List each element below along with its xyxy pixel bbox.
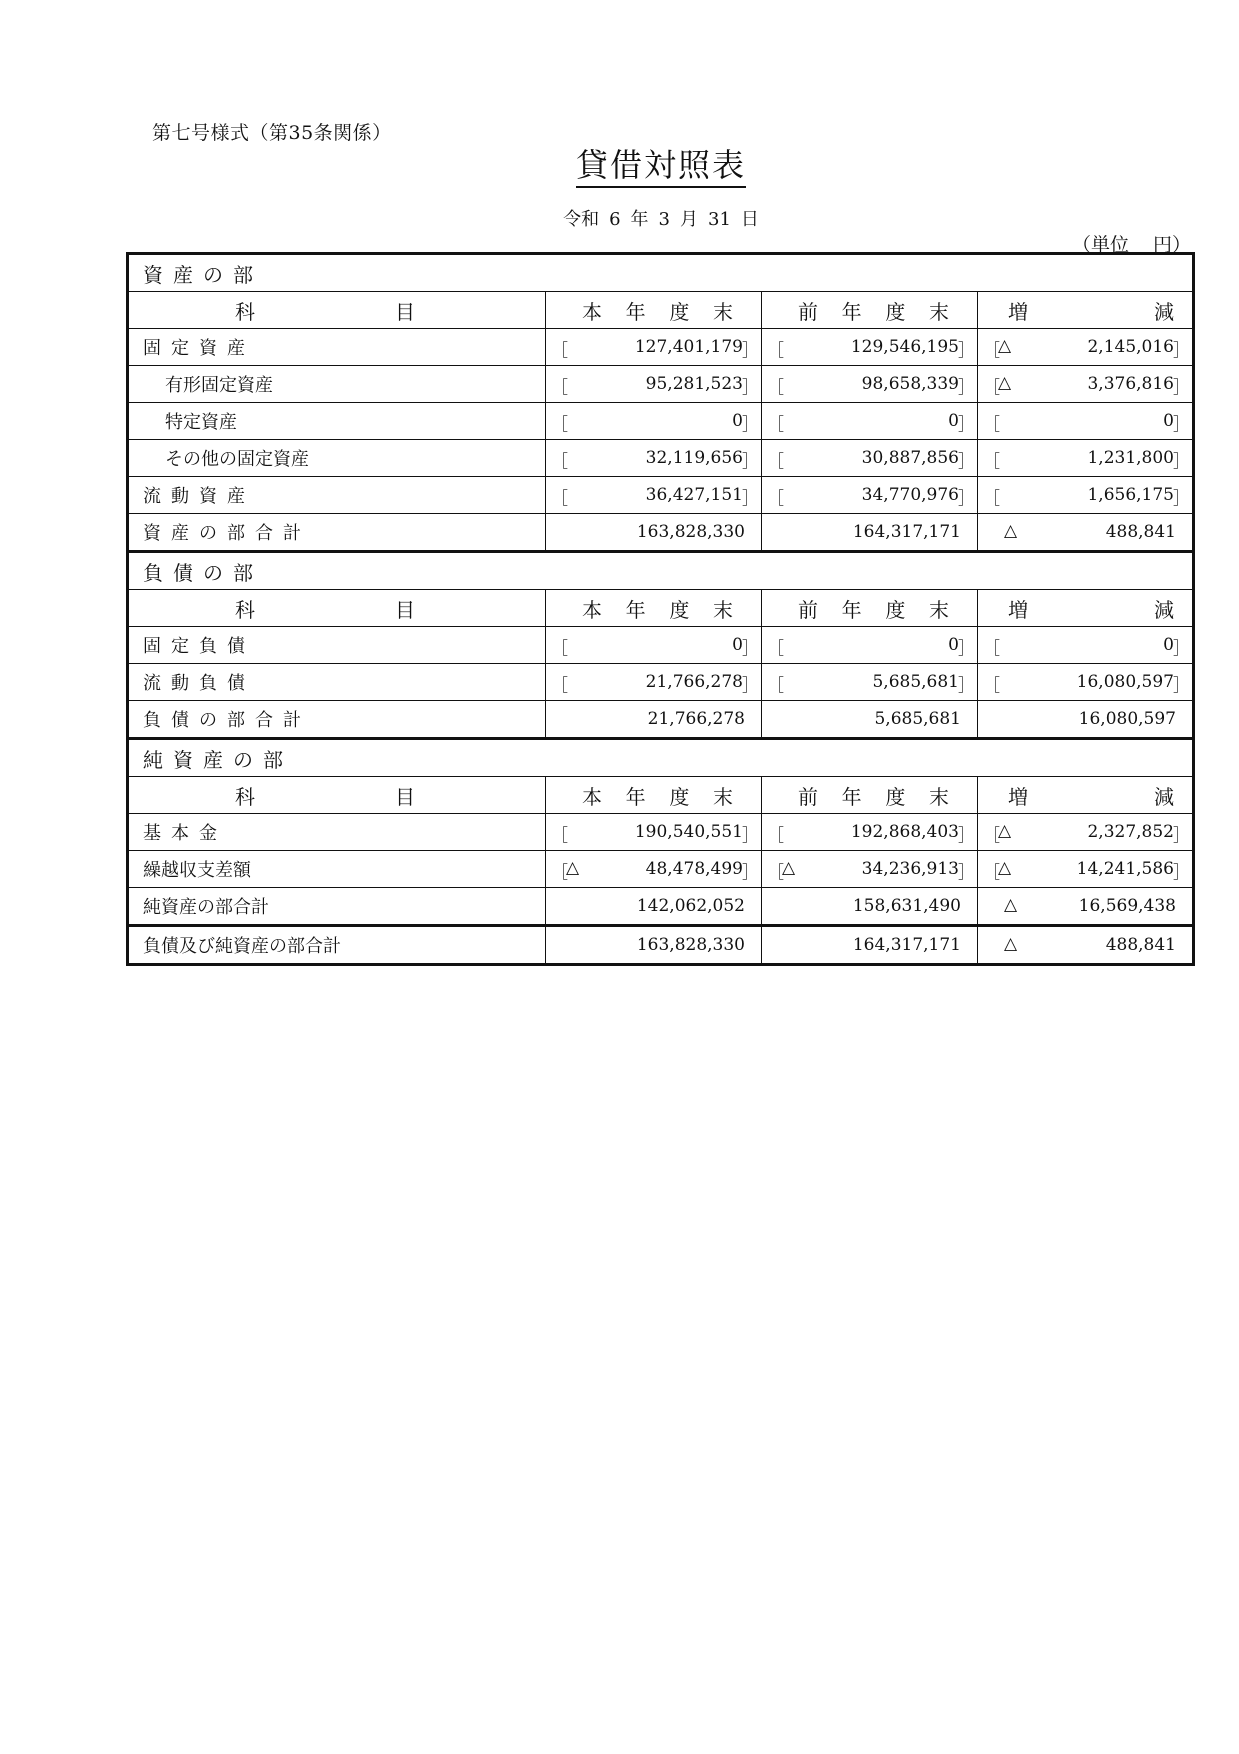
cell-change — [978, 701, 1194, 739]
header-change: 増 減 — [978, 777, 1194, 814]
cell-current — [546, 329, 762, 366]
amount-previous: 34,770,976 — [861, 485, 959, 505]
section-heading: 純資産の部 — [128, 739, 1194, 777]
left-bracket: ［ — [983, 639, 1000, 659]
right-bracket: ］ — [1173, 676, 1190, 696]
section-heading-row — [128, 552, 1194, 590]
right-bracket: ］ — [1173, 452, 1190, 472]
left-bracket: ［ — [551, 341, 568, 361]
cell-previous — [762, 701, 978, 739]
cell-change — [978, 366, 1194, 403]
total-row — [128, 701, 1194, 739]
right-bracket: ］ — [958, 676, 975, 696]
left-bracket: ［ — [551, 378, 568, 398]
right-bracket: ］ — [958, 341, 975, 361]
section-heading: 負債の部 — [128, 552, 1194, 590]
amount-change: 1,231,800 — [1087, 448, 1174, 468]
account-name: 特定資産 — [128, 403, 546, 440]
left-bracket: ［ — [983, 415, 1000, 435]
left-bracket: ［ — [767, 676, 784, 696]
header-current: 本 年 度 末 — [546, 590, 762, 627]
cell-change — [978, 627, 1194, 664]
left-bracket: ［ — [551, 415, 568, 435]
right-bracket: ］ — [742, 826, 759, 846]
amount-current: 36,427,151 — [645, 485, 743, 505]
right-bracket: ］ — [1173, 341, 1190, 361]
left-bracket: ［ — [767, 452, 784, 472]
amount-previous: 158,631,490 — [852, 896, 961, 916]
cell-previous — [762, 514, 978, 552]
amount-change: 3,376,816 — [1087, 374, 1174, 394]
negative-mark: △ — [998, 821, 1012, 841]
account-name: 繰越収支差額 — [128, 851, 546, 888]
right-bracket: ］ — [742, 452, 759, 472]
right-bracket: ］ — [742, 378, 759, 398]
amount-change: 16,080,597 — [1078, 709, 1176, 729]
header-previous: 前 年 度 末 — [762, 292, 978, 329]
amount-previous: 164,317,171 — [852, 522, 961, 542]
right-bracket: ］ — [742, 676, 759, 696]
account-name: 流動負債 — [128, 664, 546, 701]
left-bracket: ［ — [767, 415, 784, 435]
cell-current — [546, 477, 762, 514]
negative-mark: △ — [1004, 521, 1018, 541]
balance-sheet-table — [126, 252, 1195, 966]
cell-change — [978, 440, 1194, 477]
cell-change — [978, 403, 1194, 440]
left-bracket: ［ — [767, 826, 784, 846]
amount-previous: 98,658,339 — [861, 374, 959, 394]
column-header-row — [128, 777, 1194, 814]
left-bracket: ［ — [767, 639, 784, 659]
header-change: 増 減 — [978, 292, 1194, 329]
right-bracket: ］ — [958, 452, 975, 472]
amount-previous: 30,887,856 — [861, 448, 959, 468]
cell-previous — [762, 888, 978, 926]
left-bracket: ［ — [551, 639, 568, 659]
account-name: 固定資産 — [128, 329, 546, 366]
table-row — [128, 403, 1194, 440]
section-heading: 資産の部 — [128, 254, 1194, 292]
header-previous: 前 年 度 末 — [762, 590, 978, 627]
right-bracket: ］ — [742, 489, 759, 509]
section-heading-row — [128, 739, 1194, 777]
cell-current — [546, 403, 762, 440]
amount-current: 142,062,052 — [636, 896, 745, 916]
account-name: 純資産の部合計 — [128, 888, 546, 926]
amount-change: 2,327,852 — [1087, 822, 1174, 842]
cell-change — [978, 926, 1194, 965]
cell-current — [546, 701, 762, 739]
account-name: 資産の部合計 — [128, 514, 546, 552]
negative-mark: △ — [1004, 895, 1018, 915]
table-row — [128, 366, 1194, 403]
cell-change — [978, 814, 1194, 851]
right-bracket: ］ — [742, 863, 759, 883]
cell-current — [546, 814, 762, 851]
amount-current: 48,478,499 — [645, 859, 743, 879]
total-row — [128, 926, 1194, 965]
cell-change — [978, 664, 1194, 701]
amount-current: 163,828,330 — [636, 522, 745, 542]
cell-previous — [762, 664, 978, 701]
negative-mark: △ — [998, 858, 1012, 878]
cell-previous — [762, 366, 978, 403]
left-bracket: ［ — [551, 676, 568, 696]
right-bracket: ］ — [958, 415, 975, 435]
header-current: 本 年 度 末 — [546, 777, 762, 814]
column-header-row — [128, 590, 1194, 627]
cell-previous — [762, 851, 978, 888]
amount-previous: 129,546,195 — [850, 337, 959, 357]
document-title: 貸借対照表 — [0, 140, 1239, 186]
cell-current — [546, 627, 762, 664]
total-row — [128, 888, 1194, 926]
cell-previous — [762, 440, 978, 477]
header-kamoku: 科 目 — [128, 292, 546, 329]
negative-mark: △ — [566, 858, 580, 878]
cell-change — [978, 514, 1194, 552]
left-bracket: ［ — [983, 863, 1000, 883]
amount-change: 488,841 — [1105, 522, 1176, 542]
right-bracket: ］ — [1173, 863, 1190, 883]
right-bracket: ］ — [958, 863, 975, 883]
amount-change: 16,569,438 — [1078, 896, 1176, 916]
amount-previous: 192,868,403 — [850, 822, 959, 842]
negative-mark: △ — [782, 858, 796, 878]
cell-current — [546, 664, 762, 701]
cell-previous — [762, 403, 978, 440]
cell-current — [546, 888, 762, 926]
statement-date: 令和 6 年 3 月 31 日 — [563, 209, 759, 230]
cell-change — [978, 851, 1194, 888]
cell-current — [546, 851, 762, 888]
left-bracket: ［ — [551, 826, 568, 846]
table-row — [128, 477, 1194, 514]
account-name: 流動資産 — [128, 477, 546, 514]
left-bracket: ［ — [551, 863, 568, 883]
cell-previous — [762, 627, 978, 664]
amount-change: 488,841 — [1105, 935, 1176, 955]
amount-change: 16,080,597 — [1076, 672, 1174, 692]
left-bracket: ［ — [983, 676, 1000, 696]
right-bracket: ］ — [1173, 826, 1190, 846]
amount-current: 127,401,179 — [634, 337, 743, 357]
cell-change — [978, 329, 1194, 366]
account-name: 基本金 — [128, 814, 546, 851]
amount-current: 21,766,278 — [645, 672, 743, 692]
table-row — [128, 664, 1194, 701]
cell-change — [978, 888, 1194, 926]
header-previous: 前 年 度 末 — [762, 777, 978, 814]
table-row — [128, 814, 1194, 851]
right-bracket: ］ — [958, 378, 975, 398]
header-kamoku: 科 目 — [128, 777, 546, 814]
left-bracket: ［ — [983, 826, 1000, 846]
account-name: 有形固定資産 — [128, 366, 546, 403]
amount-change: 14,241,586 — [1076, 859, 1174, 879]
cell-previous — [762, 329, 978, 366]
amount-previous: 0 — [948, 411, 959, 431]
account-name: 負債及び純資産の部合計 — [128, 926, 546, 965]
right-bracket: ］ — [1173, 378, 1190, 398]
header-kamoku: 科 目 — [128, 590, 546, 627]
left-bracket: ［ — [767, 378, 784, 398]
left-bracket: ［ — [551, 489, 568, 509]
cell-change — [978, 477, 1194, 514]
section-heading-row — [128, 254, 1194, 292]
negative-mark: △ — [998, 373, 1012, 393]
amount-change: 0 — [1163, 635, 1174, 655]
amount-previous: 5,685,681 — [874, 709, 961, 729]
right-bracket: ］ — [958, 639, 975, 659]
account-name: その他の固定資産 — [128, 440, 546, 477]
cell-current — [546, 926, 762, 965]
amount-current: 163,828,330 — [636, 935, 745, 955]
negative-mark: △ — [998, 336, 1012, 356]
right-bracket: ］ — [742, 639, 759, 659]
right-bracket: ］ — [958, 826, 975, 846]
cell-current — [546, 514, 762, 552]
right-bracket: ］ — [1173, 415, 1190, 435]
table-row — [128, 440, 1194, 477]
left-bracket: ［ — [983, 341, 1000, 361]
amount-previous: 164,317,171 — [852, 935, 961, 955]
right-bracket: ］ — [958, 489, 975, 509]
table-row — [128, 627, 1194, 664]
total-row — [128, 514, 1194, 552]
cell-current — [546, 440, 762, 477]
amount-current: 190,540,551 — [634, 822, 743, 842]
amount-current: 0 — [732, 635, 743, 655]
right-bracket: ］ — [1173, 639, 1190, 659]
amount-change: 0 — [1163, 411, 1174, 431]
amount-current: 0 — [732, 411, 743, 431]
left-bracket: ［ — [767, 489, 784, 509]
cell-previous — [762, 814, 978, 851]
right-bracket: ］ — [1173, 489, 1190, 509]
left-bracket: ［ — [983, 378, 1000, 398]
cell-previous — [762, 926, 978, 965]
amount-current: 32,119,656 — [645, 448, 743, 468]
amount-current: 21,766,278 — [647, 709, 745, 729]
form-number-label: 第七号様式（第35条関係） — [152, 122, 392, 144]
right-bracket: ］ — [742, 415, 759, 435]
left-bracket: ［ — [767, 341, 784, 361]
left-bracket: ［ — [983, 452, 1000, 472]
amount-previous: 0 — [948, 635, 959, 655]
left-bracket: ［ — [767, 863, 784, 883]
account-name: 負債の部合計 — [128, 701, 546, 739]
left-bracket: ［ — [551, 452, 568, 472]
amount-previous: 34,236,913 — [861, 859, 959, 879]
amount-change: 2,145,016 — [1087, 337, 1174, 357]
cell-current — [546, 366, 762, 403]
cell-previous — [762, 477, 978, 514]
table-row — [128, 851, 1194, 888]
right-bracket: ］ — [742, 341, 759, 361]
unit-label: （単位 円） — [1071, 234, 1191, 256]
header-change: 増 減 — [978, 590, 1194, 627]
amount-previous: 5,685,681 — [872, 672, 959, 692]
table-row — [128, 329, 1194, 366]
amount-current: 95,281,523 — [645, 374, 743, 394]
amount-change: 1,656,175 — [1087, 485, 1174, 505]
account-name: 固定負債 — [128, 627, 546, 664]
negative-mark: △ — [1004, 934, 1018, 954]
left-bracket: ［ — [983, 489, 1000, 509]
column-header-row — [128, 292, 1194, 329]
header-current: 本 年 度 末 — [546, 292, 762, 329]
